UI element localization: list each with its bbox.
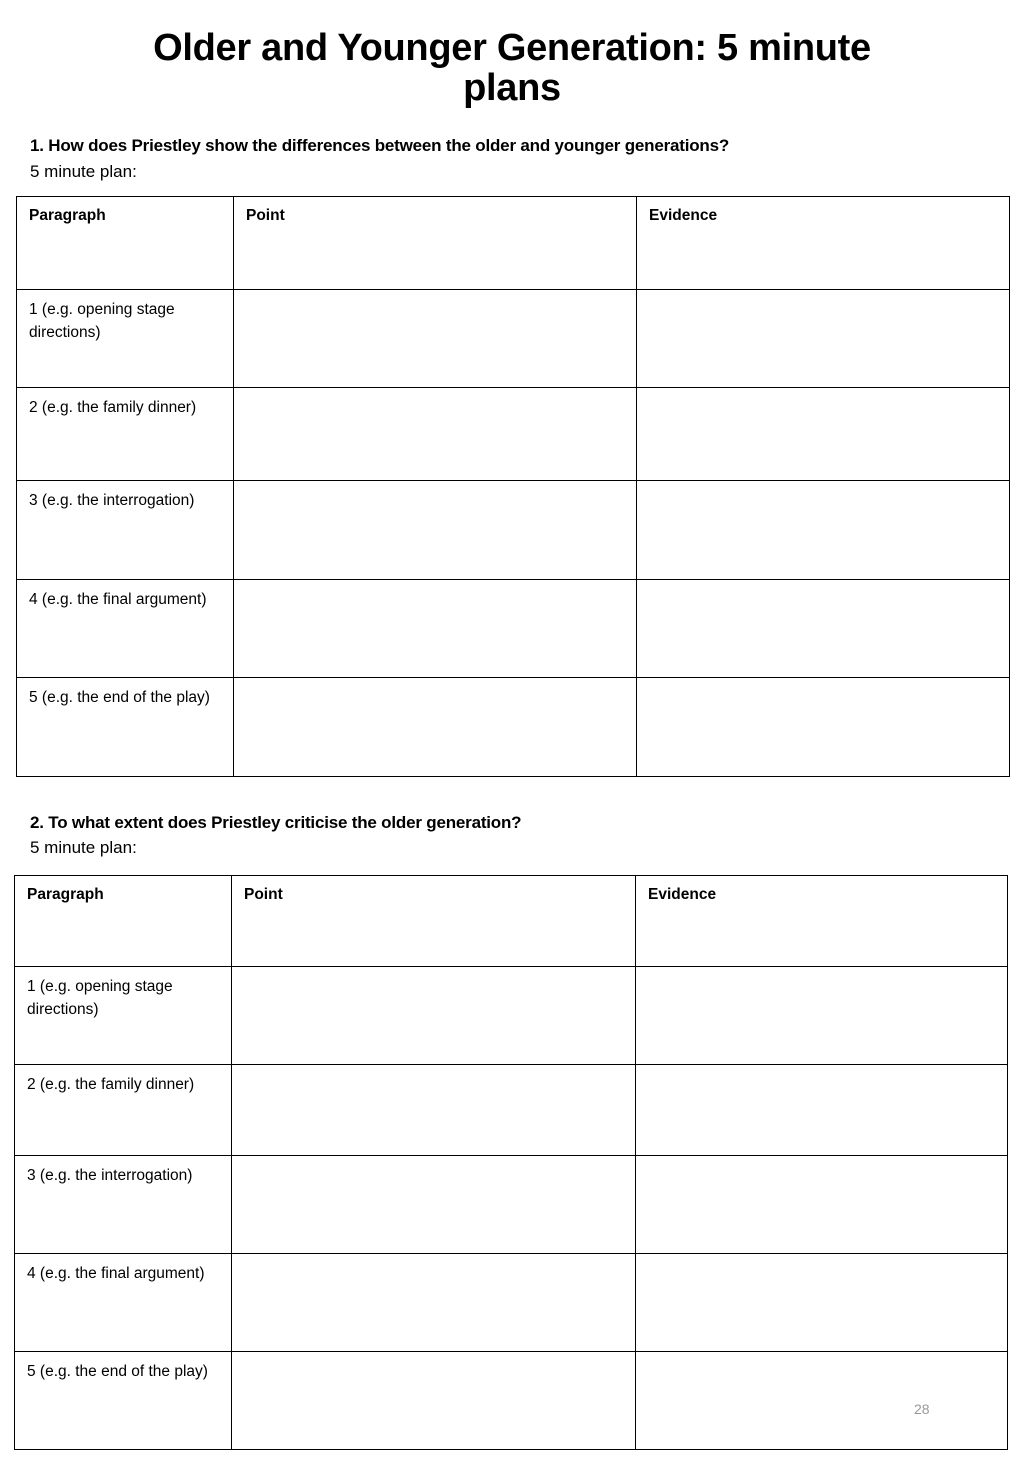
header-paragraph: Paragraph — [17, 197, 234, 290]
table-row — [17, 290, 1010, 388]
header-paragraph: Paragraph — [15, 876, 232, 967]
evidence-cell[interactable] — [636, 1254, 1008, 1352]
table-row — [17, 481, 1010, 580]
point-cell[interactable] — [234, 290, 637, 388]
plan-table-1 — [16, 196, 1010, 777]
table-header-row — [15, 876, 1008, 967]
header-evidence: Evidence — [637, 197, 1010, 290]
point-cell[interactable] — [234, 678, 637, 777]
evidence-cell[interactable] — [636, 1352, 1008, 1450]
table-row — [17, 678, 1010, 777]
evidence-cell[interactable] — [637, 481, 1010, 580]
plan-label-2: 5 minute plan: — [30, 838, 137, 857]
point-cell[interactable] — [234, 481, 637, 580]
point-cell[interactable] — [232, 1065, 636, 1156]
plan-table-2 — [14, 875, 1008, 1450]
point-cell[interactable] — [234, 388, 637, 481]
evidence-cell[interactable] — [637, 580, 1010, 678]
table-row — [17, 580, 1010, 678]
paragraph-cell: 3 (e.g. the interrogation) — [15, 1156, 232, 1254]
point-cell[interactable] — [232, 1156, 636, 1254]
paragraph-cell: 2 (e.g. the family dinner) — [17, 388, 234, 481]
point-cell[interactable] — [232, 1352, 636, 1450]
evidence-cell[interactable] — [636, 1156, 1008, 1254]
header-point: Point — [232, 876, 636, 967]
paragraph-cell: 3 (e.g. the interrogation) — [17, 481, 234, 580]
plan-label-1: 5 minute plan: — [30, 162, 137, 181]
evidence-cell[interactable] — [637, 290, 1010, 388]
point-cell[interactable] — [232, 1254, 636, 1352]
paragraph-cell: 4 (e.g. the final argument) — [17, 580, 234, 678]
table-row — [15, 1352, 1008, 1450]
table-header-row — [17, 197, 1010, 290]
paragraph-cell: 2 (e.g. the family dinner) — [15, 1065, 232, 1156]
evidence-cell[interactable] — [636, 1065, 1008, 1156]
paragraph-cell: 4 (e.g. the final argument) — [15, 1254, 232, 1352]
evidence-cell[interactable] — [636, 967, 1008, 1065]
table-row — [15, 1156, 1008, 1254]
point-cell[interactable] — [234, 580, 637, 678]
header-point: Point — [234, 197, 637, 290]
table-row — [17, 388, 1010, 481]
table-row — [15, 1254, 1008, 1352]
table-row — [15, 1065, 1008, 1156]
page-title: Older and Younger Generation: 5 minute plans — [153, 27, 871, 109]
paragraph-cell: 1 (e.g. opening stage directions) — [15, 967, 232, 1065]
question-1: 1. How does Priestley show the differences between the older and younger generations? — [30, 136, 730, 155]
table-row — [15, 967, 1008, 1065]
question-2: 2. To what extent does Priestley criticise the older generation? — [30, 813, 522, 832]
evidence-cell[interactable] — [637, 388, 1010, 481]
paragraph-cell: 5 (e.g. the end of the play) — [17, 678, 234, 777]
paragraph-cell: 5 (e.g. the end of the play) — [15, 1352, 232, 1450]
header-evidence: Evidence — [636, 876, 1008, 967]
evidence-cell[interactable] — [637, 678, 1010, 777]
page-number: 28 — [914, 1401, 930, 1417]
paragraph-cell: 1 (e.g. opening stage directions) — [17, 290, 234, 388]
point-cell[interactable] — [232, 967, 636, 1065]
